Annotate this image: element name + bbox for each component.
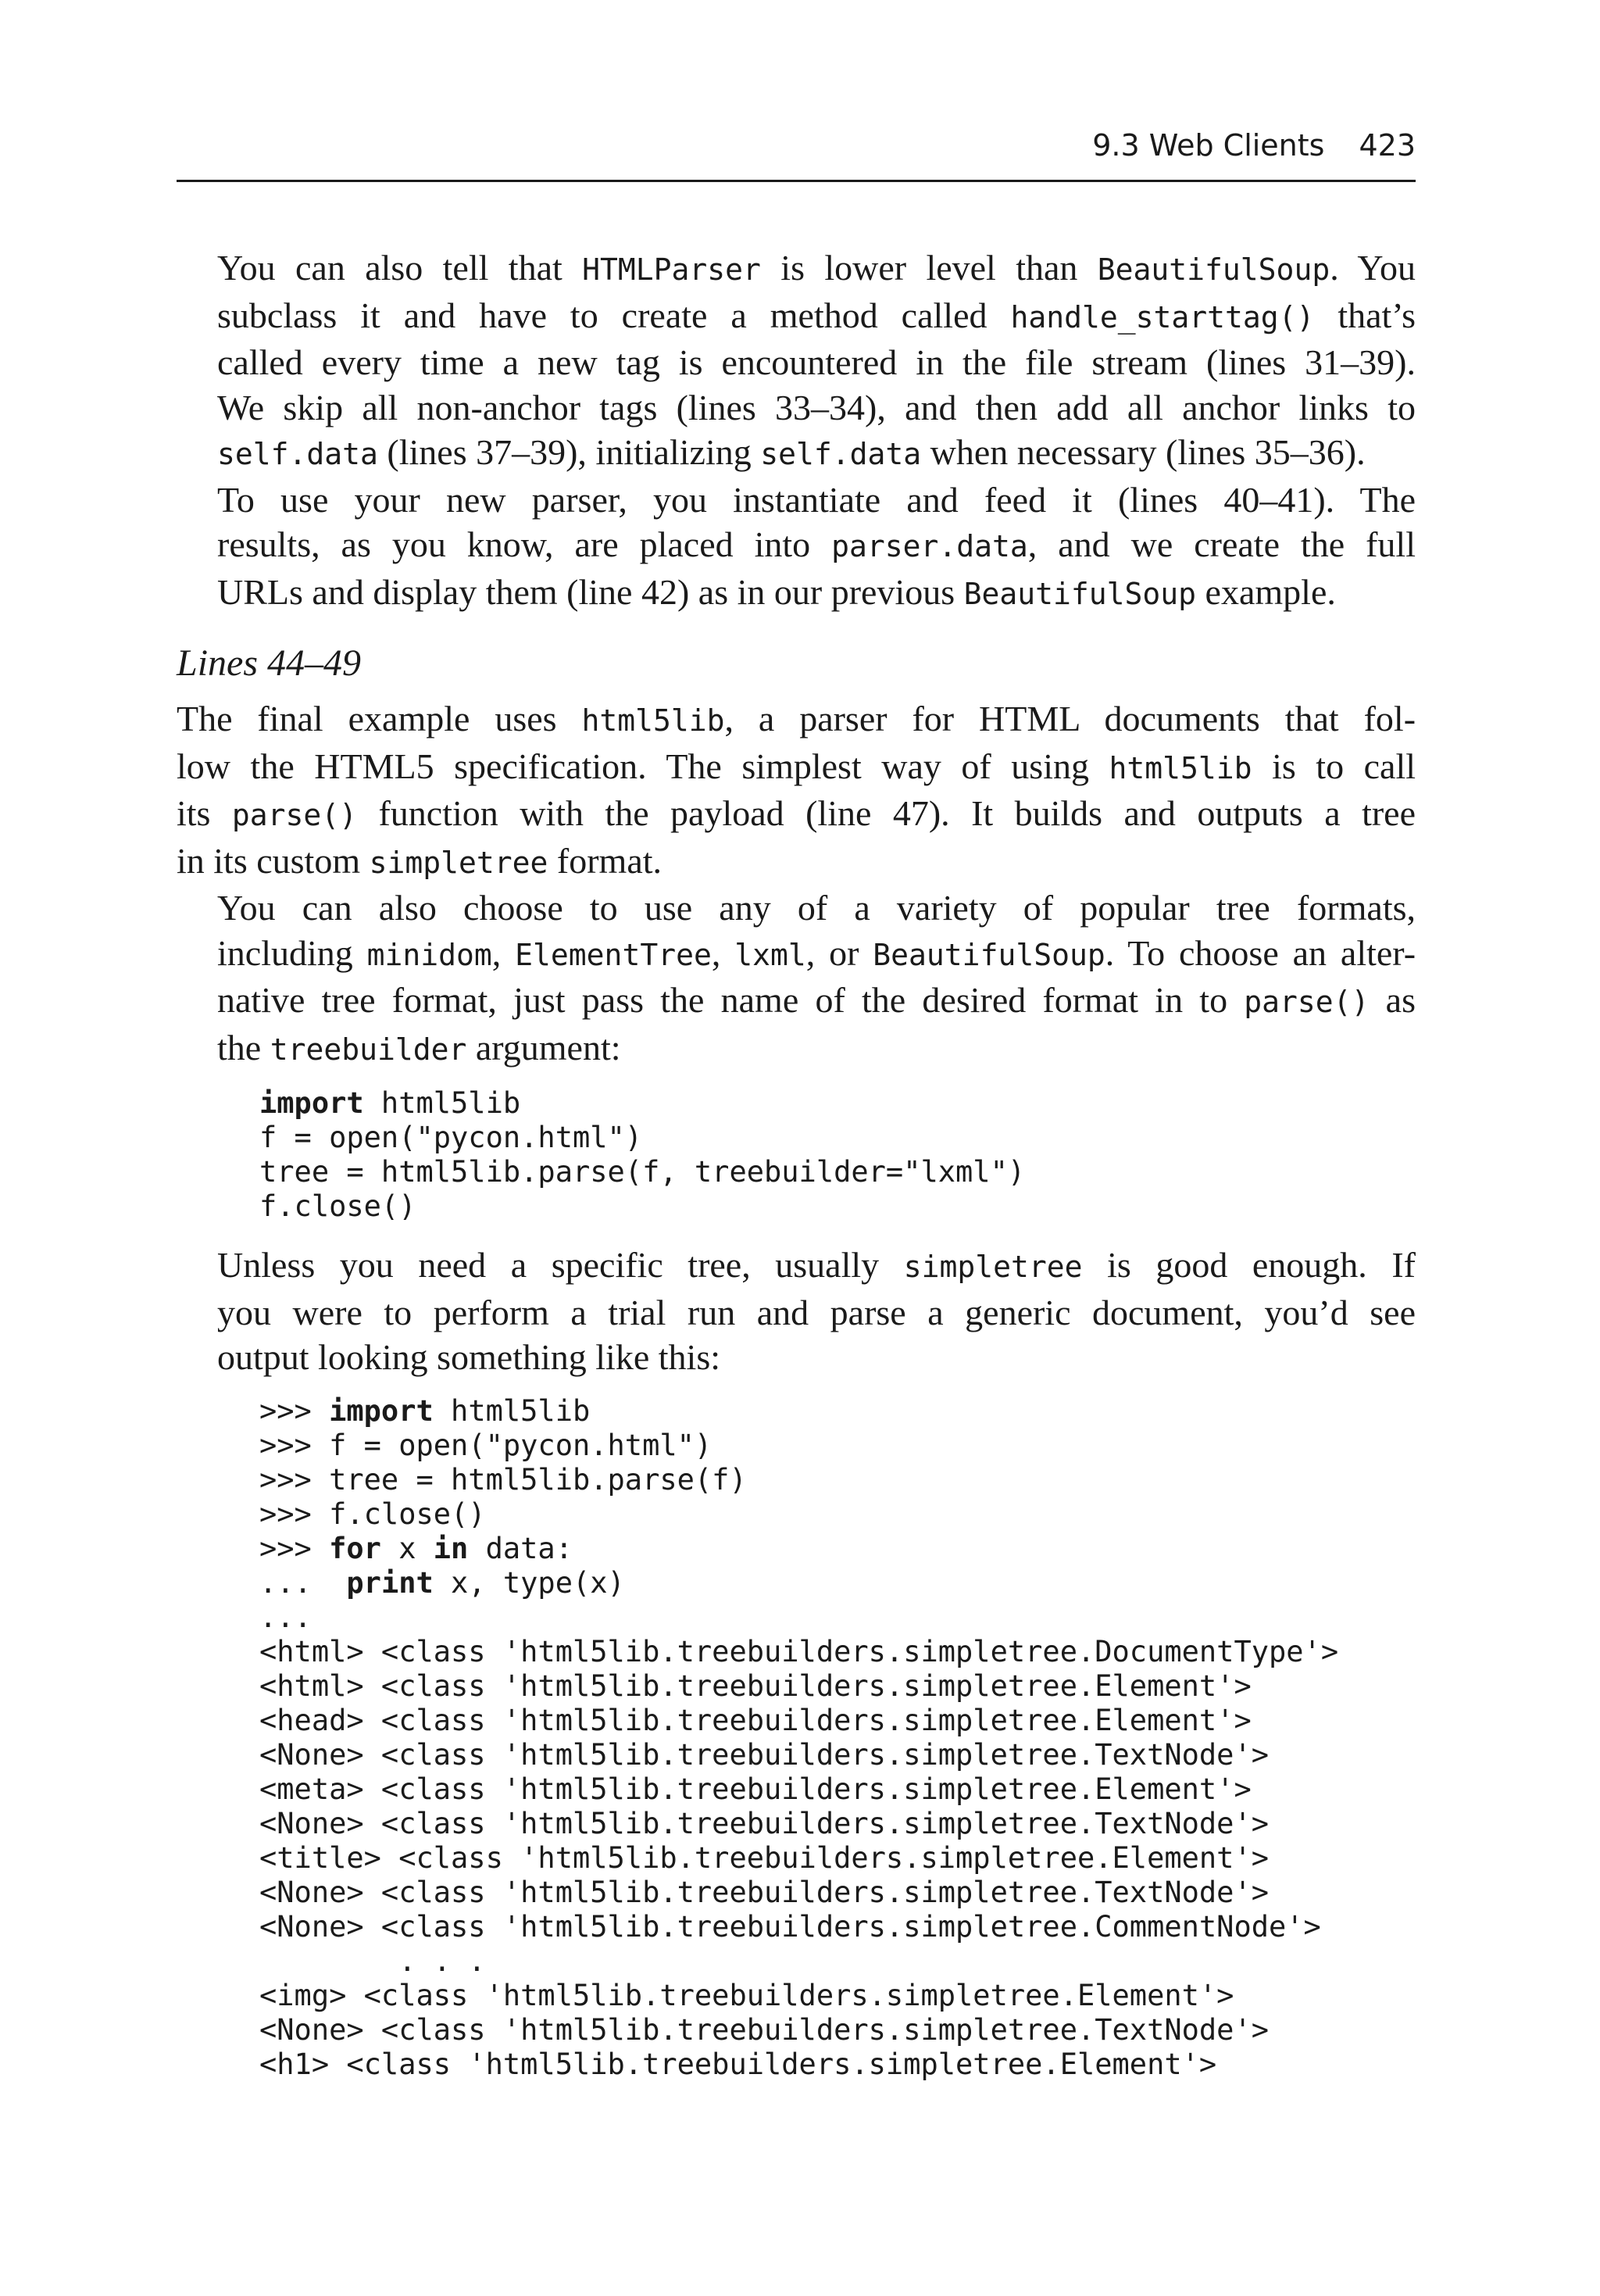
code-line: <None> <class 'html5lib.treebuilders.simpletree.TextNode'> bbox=[259, 1806, 1270, 1840]
subsection-heading: Lines 44–49 bbox=[177, 642, 362, 684]
text-line: you were to perform a trial run and parse a generic document, you’d see bbox=[217, 1292, 1416, 1332]
text-line: the treebuilder argument: bbox=[217, 1027, 621, 1068]
code-line: >>> import html5lib bbox=[259, 1393, 591, 1428]
text-line: called every time a new tag is encountered in the file stream (lines 31–39). bbox=[217, 342, 1416, 382]
code-line: import html5lib bbox=[259, 1086, 521, 1120]
code-line: ... bbox=[259, 1600, 312, 1634]
code-line: <head> <class 'html5lib.treebuilders.simpletree.Element'> bbox=[259, 1703, 1252, 1737]
code-line: >>> f = open("pycon.html") bbox=[259, 1428, 712, 1462]
code-line: <html> <class 'html5lib.treebuilders.simpletree.DocumentType'> bbox=[259, 1634, 1339, 1668]
text-line: subclass it and have to create a method called handle_starttag() that’s bbox=[217, 295, 1416, 335]
paragraph-html5lib bbox=[177, 696, 1416, 885]
code-listing-output bbox=[259, 1394, 1416, 2082]
text-line: output looking something like this: bbox=[217, 1337, 720, 1377]
text-line: To use your new parser, you instantiate and feed it (lines 40–41). The bbox=[217, 479, 1416, 520]
text-line: You can also tell that HTMLParser is lower level than BeautifulSoup. You bbox=[217, 248, 1416, 288]
code-line: <None> <class 'html5lib.treebuilders.simpletree.TextNode'> bbox=[259, 2012, 1270, 2047]
code-line: <h1> <class 'html5lib.treebuilders.simpletree.Element'> bbox=[259, 2047, 1217, 2081]
code-line: f.close() bbox=[259, 1189, 416, 1223]
code-listing-treebuilder bbox=[259, 1086, 1416, 1224]
text-line: URLs and display them (line 42) as in our previous BeautifulSoup example. bbox=[217, 571, 1336, 612]
text-line: Unless you need a specific tree, usually simpletree is good enough. If bbox=[217, 1245, 1416, 1285]
paragraph-new-parser bbox=[177, 477, 1416, 617]
code-line: >>> for x in data: bbox=[259, 1531, 573, 1565]
code-line: f = open("pycon.html") bbox=[259, 1121, 643, 1154]
code-line: <None> <class 'html5lib.treebuilders.simpletree.CommentNode'> bbox=[259, 1909, 1321, 1944]
text-line: self.data (lines 37–39), initializing self.data when necessary (lines 35–36). bbox=[217, 432, 1366, 472]
text-line: We skip all non-anchor tags (lines 33–34), and then add all anchor links to bbox=[217, 387, 1416, 427]
text-line: its parse() function with the payload (line 47). It builds and outputs a tree bbox=[177, 793, 1416, 833]
text-line: You can also choose to use any of a variety of popular tree formats, bbox=[217, 888, 1416, 928]
code-line: <None> <class 'html5lib.treebuilders.simpletree.TextNode'> bbox=[259, 1875, 1270, 1909]
page-number: 423 bbox=[1359, 128, 1416, 163]
code-line: <img> <class 'html5lib.treebuilders.simpletree.Element'> bbox=[259, 1978, 1234, 2012]
text-line: including minidom, ElementTree, lxml, or BeautifulSoup. To choose an alter- bbox=[217, 932, 1416, 973]
code-line: >>> tree = html5lib.parse(f) bbox=[259, 1462, 747, 1497]
paragraph-htmlparser bbox=[177, 245, 1416, 477]
text-line: results, as you know, are placed into parser.data, and we create the full bbox=[217, 524, 1416, 564]
text-line: in its custom simpletree format. bbox=[177, 840, 662, 881]
text-line: native tree format, just pass the name of the desired format in to parse() as bbox=[217, 980, 1416, 1020]
code-line: tree = html5lib.parse(f, treebuilder="lxml") bbox=[259, 1155, 1026, 1189]
code-line: . . . bbox=[259, 1944, 486, 1978]
text-line: low the HTML5 specification. The simplest way of using html5lib is to call bbox=[177, 746, 1416, 786]
text-line: The final example uses html5lib, a parser for HTML documents that fol- bbox=[177, 699, 1416, 739]
code-line: <title> <class 'html5lib.treebuilders.simpletree.Element'> bbox=[259, 1840, 1270, 1875]
page-body bbox=[177, 245, 1416, 2101]
running-header bbox=[177, 123, 1416, 182]
code-line: ... print x, type(x) bbox=[259, 1565, 625, 1600]
code-line: <meta> <class 'html5lib.treebuilders.simpletree.Element'> bbox=[259, 1772, 1252, 1806]
code-line: <None> <class 'html5lib.treebuilders.simpletree.TextNode'> bbox=[259, 1737, 1270, 1772]
paragraph-tree-formats bbox=[177, 885, 1416, 1072]
paragraph-simpletree bbox=[177, 1243, 1416, 1380]
section-title: 9.3 Web Clients bbox=[1092, 128, 1325, 163]
code-line: >>> f.close() bbox=[259, 1497, 486, 1531]
code-line: <html> <class 'html5lib.treebuilders.simpletree.Element'> bbox=[259, 1668, 1252, 1703]
